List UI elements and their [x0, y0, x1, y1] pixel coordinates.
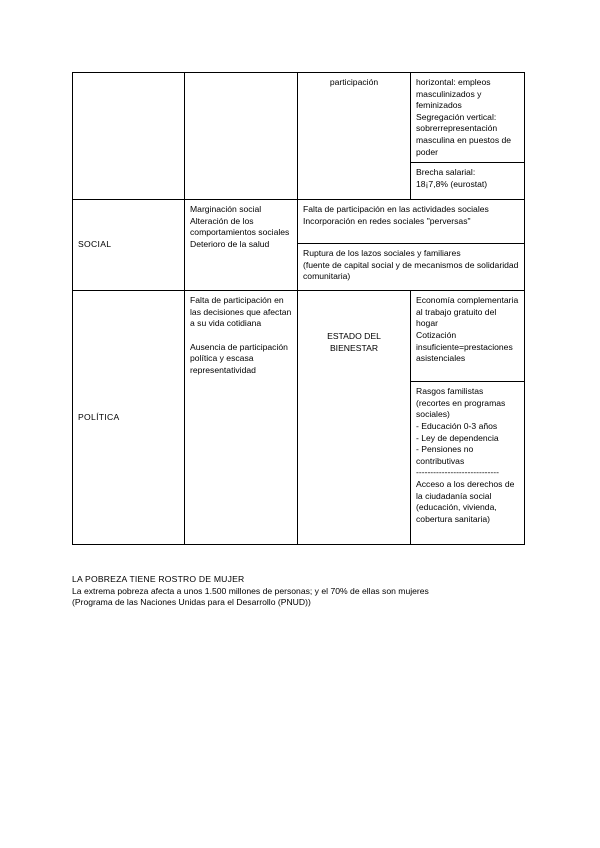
table-cell-social-effects: Marginación social Alteración de los comportamientos sociales Deterioro de la salud	[185, 200, 298, 291]
table-cell-wage-gap: Brecha salarial: 18¡7,8% (eurostat)	[411, 163, 525, 200]
footer-note	[72, 574, 429, 609]
table-cell-empty	[73, 73, 185, 200]
table-cell-participacion: participación	[298, 73, 411, 200]
table-cell-social-ties: Ruptura de los lazos sociales y familiares (fuente de capital social y de mecanismos de solidaridad comunitaria)	[298, 244, 525, 291]
table-row	[73, 73, 525, 163]
table-cell-economy: Economía complementaria al trabajo gratuito del hogar Cotización insuficiente=prestaciones asistenciales	[411, 291, 525, 382]
table-cell-welfare-state: ESTADO DEL BIENESTAR	[298, 291, 411, 545]
table-cell-empty	[185, 73, 298, 200]
footer-line-2: (Programa de las Naciones Unidas para el Desarrollo (PNUD))	[72, 597, 311, 608]
table-row	[73, 291, 525, 382]
table-row	[73, 200, 525, 244]
table-cell-segregation: horizontal: empleos masculinizados y feminizados Segregación vertical: sobrerrepresentación masculina en puestos de poder	[411, 73, 525, 163]
row-label-social: SOCIAL	[73, 200, 185, 291]
footer-title: LA POBREZA TIENE ROSTRO DE MUJER	[72, 574, 245, 584]
footer-line-1: La extrema pobreza afecta a unos 1.500 millones de personas; y el 70% de ellas son mujeres	[72, 585, 429, 596]
table-cell-familism: Rasgos familistas (recortes en programas sociales) - Educación 0-3 años - Ley de dependencia - Pensiones no contributivas ----------------------------- Acceso a los derechos de la ciudadanía social (educación, vivienda, cobertura sanitaria)	[411, 382, 525, 545]
poverty-dimensions-table	[72, 72, 525, 545]
table-cell-social-participation: Falta de participación en las actividades sociales Incorporación en redes sociales "perversas"	[298, 200, 525, 244]
table-cell-political-effects: Falta de participación en las decisiones que afectan a su vida cotidiana Ausencia de participación política y escasa representatividad	[185, 291, 298, 545]
row-label-politica: POLÍTICA	[73, 291, 185, 545]
